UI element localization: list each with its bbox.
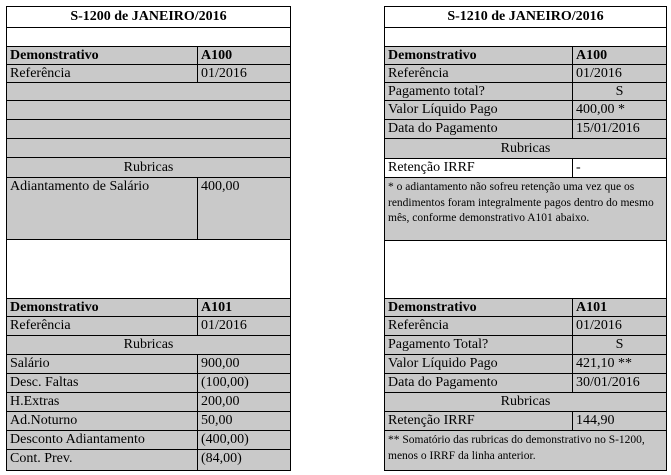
left-a101-item-value: 200,00: [197, 392, 291, 412]
left-a101-ref-value: 01/2016: [197, 316, 291, 336]
left-a100-header-code: A100: [197, 46, 291, 65]
right-a100-row-value: 15/01/2016: [572, 119, 667, 139]
left-a101-header-label: Demonstrativo: [6, 298, 198, 317]
right-a100-header-label: Demonstrativo: [384, 46, 573, 65]
right-a101-note: ** Somatório das rubricas do demonstrativo no S-1200, menos o IRRF da linha anterior.: [384, 430, 667, 471]
left-a101-item-value: (400,00): [197, 430, 291, 450]
right-a101-irrf-value: 144,90: [572, 411, 667, 431]
left-a101-item-label: Desconto Adiantamento: [6, 430, 198, 450]
right-a100-irrf-value: -: [572, 158, 667, 178]
right-a100-row-label: Pagamento total?: [384, 82, 573, 101]
right-a101-header-code: A101: [572, 298, 667, 317]
right-a100-row-label: Referência: [384, 64, 573, 83]
right-title: S-1210 de JANEIRO/2016: [384, 6, 667, 28]
left-a100-ref-label: Referência: [6, 64, 198, 83]
right-a101-row-label: Pagamento Total?: [384, 335, 573, 355]
right-a101-irrf-label: Retenção IRRF: [384, 411, 573, 431]
right-a100-row-value: 01/2016: [572, 64, 667, 83]
left-a101-item-value: 50,00: [197, 411, 291, 431]
right-a100-row-value: S: [572, 82, 667, 101]
right-a101-row-label: Referência: [384, 316, 573, 336]
left-a101-item-label: Ad.Noturno: [6, 411, 198, 431]
left-a100-item-label: Adiantamento de Salário: [6, 177, 198, 240]
right-a100-row-value: 400,00 *: [572, 100, 667, 120]
right-a100-rubricas: Rubricas: [384, 138, 667, 159]
left-a100-empty-row: [6, 100, 291, 120]
right-a101-rubricas: Rubricas: [384, 392, 667, 412]
left-a101-item-value: (100,00): [197, 373, 291, 393]
left-a101-item-label: H.Extras: [6, 392, 198, 412]
left-a100-empty-row: [6, 138, 291, 158]
right-a101-row-label: Data do Pagamento: [384, 373, 573, 393]
left-a100-ref-value: 01/2016: [197, 64, 291, 83]
left-a100-rubricas: Rubricas: [6, 157, 291, 178]
left-a100-item-value: 400,00: [197, 177, 291, 240]
right-a100-row-label: Data do Pagamento: [384, 119, 573, 139]
left-a101-header-code: A101: [197, 298, 291, 317]
right-a101-header-label: Demonstrativo: [384, 298, 573, 317]
left-a100-header-label: Demonstrativo: [6, 46, 198, 65]
right-a101-row-value: 421,10 **: [572, 354, 667, 374]
right-a101-row-value: 30/01/2016: [572, 373, 667, 393]
right-a101-row-value: 01/2016: [572, 316, 667, 336]
left-a101-ref-label: Referência: [6, 316, 198, 336]
right-a100-note: * o adiantamento não sofreu retenção uma vez que os rendimentos foram integralmente pagos dentro do mesmo mês, conforme demonstrativo A101 abaixo.: [384, 177, 667, 241]
left-a101-item-label: Cont. Prev.: [6, 449, 198, 471]
left-a101-item-value: (84,00): [197, 449, 291, 471]
right-a101-row-value: S: [572, 335, 667, 355]
left-a100-empty-row: [6, 119, 291, 139]
right-a100-row-label: Valor Líquido Pago: [384, 100, 573, 120]
left-a101-item-label: Salário: [6, 354, 198, 374]
left-a101-item-value: 900,00: [197, 354, 291, 374]
right-a100-header-code: A100: [572, 46, 667, 65]
left-a101-item-label: Desc. Faltas: [6, 373, 198, 393]
right-a100-irrf-label: Retenção IRRF: [384, 158, 573, 178]
left-a101-rubricas: Rubricas: [6, 335, 291, 355]
left-title: S-1200 de JANEIRO/2016: [6, 6, 291, 28]
left-a100-empty-row: [6, 82, 291, 101]
right-a101-row-label: Valor Líquido Pago: [384, 354, 573, 374]
